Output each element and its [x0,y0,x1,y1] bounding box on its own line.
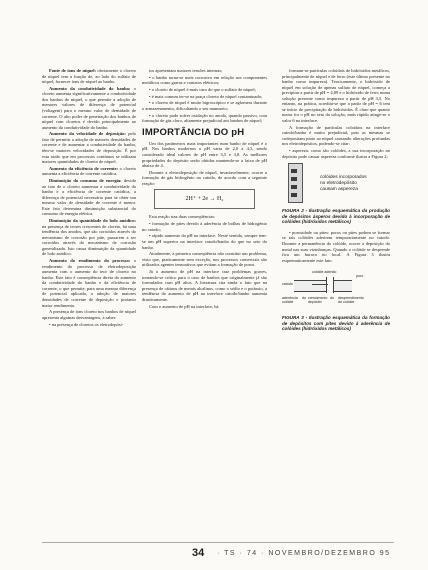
colloid-particle [291,193,297,197]
paragraph-text: A presença de íons cloreto nos banhos de níquel apresenta algumas desvantagens, a saber: [42,309,136,320]
paragraph-lead: Fonte de íons de níquel: [49,68,96,73]
paragraph [42,166,136,177]
paragraph: Atualmente, a primeira conseqüência não constitui um problema, visto que, praticamente sem exceção, nos processos comerciais são utilizados agentes tensoativos que evitam a formação de poros. [142,251,267,268]
figure-2-label-line: colóides incorporados [320,175,367,181]
paragraph: Esta reação traz duas conseqüências: [149,214,216,220]
paragraph-text: pelo fato de permitir a adoção de maiores densidades de corrente e de aumentar a condutividade do banho, têm-se maiores velocidades de deposição. É por esta razão que em processos contínuos se utilizam maiores quantidades de cloreto de níquel. [42,131,137,165]
cathode-surface [294,280,352,292]
paragraph-text: devido ao fato de o cloreto aumentar a condutividade do banho e a eficiência de corrente catódica, a diferença de potencial necessária para se obter um mesmo valor de densidade de corrente é menor. Este fato determina diminuição substancial do consumo de energia elétrica. [42,178,136,217]
figure-3-diagram [282,266,390,312]
column-2 [142,68,267,310]
paragraph-text: na presença de teores crescentes de cloreto, há uma tendência dos anodos, que são corroídos através do mecanismo de corrosão por pite, passarem a ser corroídos através do mecanismo de corrosão generalizada. Isto causa diminuição da quantidade de lodo anódico. [42,223,136,257]
paragraph: formam-se partículas coloidais de hidróxidos metálicos, principalmente de níquel e de ferro (este último presente no banho como impureza). Teoricamente, o hidróxido de níquel em solução de apenas sulfato de níquel, começa a precipitar a partir de pH = 4,89 e o hidróxido de ferro numa solução presente como impureza a partir de pH 3,5. No entanto, na prática, acredita-se que a partir de pH = 6 tem se início de precipitação de hidróxidos. É claro que quanto maior for o pH no seio da solução, mais rápido atinge-se o valor 6 na interface. [282,68,390,123]
colloid-particle [291,169,297,173]
paragraph-lead: Aumento da eficiência de corrente: [49,165,119,171]
figure-3-caption: FIGURA 3 - Ilustração esquemática da formação de depósitos com pites devido à aderência de colóides (hidróxidos metálicos) [282,315,390,332]
paragraph-text: o rendimento do processo de eletrodeposição aumenta com o aumento do teor de cloreto no banho. Este fato é conseqüência direta do aumento da condutividade do banho e da eficiência de corrente, o que permite, para uma mesma diferença de potencial aplicada, a adoção de maiores densidades de corrente de deposição e portanto maior rendimento. [42,258,136,308]
paragraph-lead: Aumento da condutividade do banho: [49,85,131,91]
colloid-text [282,68,390,159]
footer-issue: · TS · 74 · NOVEMBRO/DEZEMBRO 95 [217,550,391,557]
paragraph [42,309,136,320]
paragraph: • o cloreto de níquel é muito higroscópico e se aglomera durante o armazenamento, dificultando o seu manuseio; [142,100,267,112]
paragraph-text: o cloreto aumenta significativamente a condutividade dos banhos de níquel, o que permite a adoção de menores valores de diferença de potencial (voltagem) para o mesmo valor de densidade de corrente. O alto poder de penetração dos banhos de níquel com cloretos é devido principalmente ao aumento da condutividade do banho. [42,85,136,130]
label-growth: crescimento do depósito [308,296,334,305]
ph-intro [142,141,267,187]
paragraph-text: obviamente o cloreto de níquel tem a função de, ao lado do sulfato de níquel, fornecer íons de níquel ao banho. [42,68,136,85]
pore-gap [326,277,334,293]
colloid-particle [291,185,297,189]
paragraph: • é mais comum ter-se na praça cloreto de níquel contaminado; [149,93,263,99]
section-title: IMPORTÂNCIA DO pH [142,126,245,138]
ph-consequences [142,214,267,309]
paragraph [42,131,136,164]
paragraph-lead: Aumento da velocidade de deposição: [49,131,126,137]
page-footer [42,546,394,560]
label-adhesion: aderência do colóide [282,296,306,305]
paragraph-text: o cloreto aumenta a eficiência de corrente catódica. [42,165,136,177]
disadvantages-list [142,68,267,124]
paragraph [42,322,136,328]
column-1 [42,68,136,328]
figure-2-label-line: causam aspereza [320,186,358,192]
paragraph-text: • na presença de cloretos os eletrodepósi- [49,321,124,327]
label-pore: poro [356,274,364,279]
paragraph: Com o aumento de pH na interface, há [149,303,219,309]
paragraph: A formação de partículas coloidais na interface catodo/banho é muito prejudicial, pois as mesmas se codepositam junto ao níquel causando alterações profundas nos eletrodepósitos, podendo-se citar: [282,124,390,147]
paragraph-lead: Aumento do rendimento do processo: [49,258,131,264]
label-detachment: desprendimento do colóide [338,296,364,305]
label-cathode: catodo [282,282,293,287]
label-colloid: colóide aderido [312,270,337,275]
footer-rule [42,542,394,543]
paragraph [42,68,136,85]
paragraph [42,178,136,217]
paragraph: • rápido aumento do pH na interface. Neste sentido, sempre tem-se um pH superior na interface catodo/banho do que no seio do banho. [142,233,267,250]
porosity-text [282,230,390,263]
paragraph: Já o aumento de pH na interface traz problemas graves, tornando-se crítico para o caso de banhos que originalmente já são formulados com pH altos. A literatura cita ainda o fato que na presença de cátions de metais alcalinos, como o sódio e o potássio, a tendência do aumento de pH na interface catodo/banho aumenta drasticamente. [142,269,267,302]
figure-2-diagram [282,161,390,205]
colloid-particle [291,177,297,181]
figure-2-label [320,175,367,192]
paragraph-lead: Diminuição da quantidade do lodo anódico: [49,218,136,224]
paragraph: • formação de pites devido à aderência de bolhas de hidrogênio no catodo; [142,221,267,232]
growth-arrow [312,284,328,285]
paragraph: • o cloreto de níquel é mais caro do que o sulfato de níquel; [149,87,256,93]
figure-2-caption: FIGURA 2 - Ilustração esquemática da produção de depósitos ásperos devido à incorporação de colóides (hidróxidos metálicos) [282,208,390,225]
column-3 [282,68,390,337]
paragraph: Durante a eletrodeposição de níquel, invariavelmente, ocorre a formação de gás hidrogênio no catodo, de acordo com a seguinte reação: [142,169,267,186]
paragraph-lead: Diminuição do consumo de energia: [49,178,122,184]
paragraph [42,218,136,257]
paragraph: Um dos parâmetros mais importantes num banho de níquel é o pH. Nos banhos modernos o pH varia de 2,0 a 4,5, sendo considerado ideal valores de pH entre 3,5 e 3,8. As melhores propriedades do depósito serão obtidas mantendo-se a faixa de pH abaixo de 4. [142,140,267,169]
figure-2-label-line: no eletrodepósito [320,180,357,186]
reaction-formula: 2H⁺ + 2e → H₂ [154,189,255,209]
paragraph: • porosidade ou pites: poros ou pites podem se formar se tais colóides aderirem temporariamente no catodo. Durante a permanência do colóide, ocorre a deposição do metal nas suas vizinhanças. Quando o colóide se desprende fica um buraco no local. A Figura 3 ilustra esquematicamente este fato. [282,229,390,263]
paragraph [42,258,136,308]
paragraph [42,86,136,130]
page-number: 34 [192,547,205,559]
paragraph: • aspereza: como são colóides, a sua incorporação no depósito pode causar aspereza conforme ilustra a Figura 2; [282,148,390,159]
paragraph: • o cloreto pode sofrer oxidação no anodo, quando passivo, com formação de gás cloro, altamente prejudicial aos banhos de níquel; [142,112,267,124]
paragraph: • o banho torna-se mais corrosivo em relação aos componentes metálicos como garras e contatos elétricos; [142,74,267,86]
paragraph: tos apresentam maiores tensões internas; [149,68,223,73]
